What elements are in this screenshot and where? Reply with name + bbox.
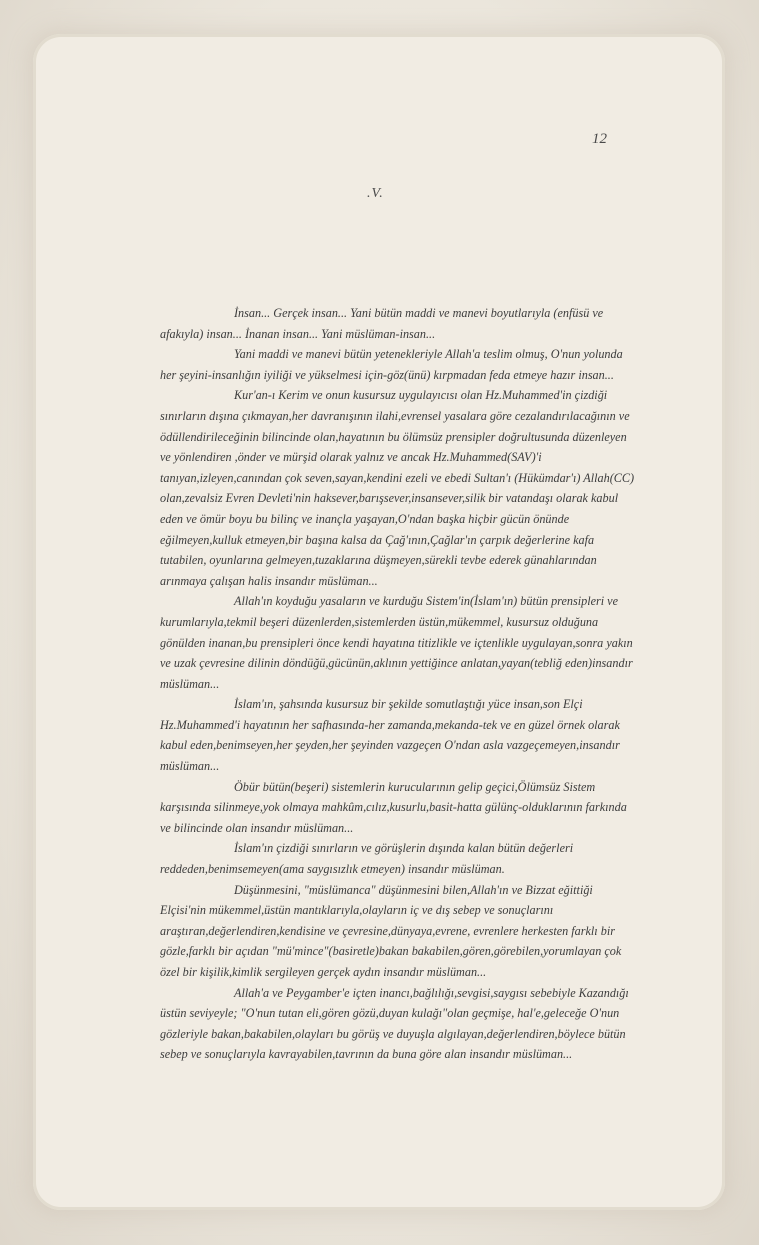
paragraph: Öbür bütün(beşeri) sistemlerin kurucularının gelip geçici,Ölümsüz Sistem karşısında silinmeye,yok olmaya mahkûm,cılız,kusurlu,basit-hatta gülünç-olduklarının farkında ve bilincinde olan insandır müslüman... [160,779,627,835]
paragraph: İnsan... Gerçek insan... Yani bütün maddi ve manevi boyutlarıyla (enfüsü ve afakıyla) insan... İnanan insan... Yani müslüman-insan... [160,306,604,341]
paragraph: Yani maddi ve manevi bütün yetenekleriyle Allah'a teslim olmuş, O'nun yolunda her şeyini-insanlığın iyiliği ve yükselmesi için-göz(ünü) kırpmadan feda etmeye hazır insan... [160,347,623,382]
paragraph: Allah'a ve Peygamber'e içten inancı,bağlılığı,sevgisi,saygısı sebebiyle Kazandığı üstün seviyeyle; "O'nun tutan eli,gören gözü,duyan kulağı"olan geçmişe, hal'e,geleceğe O'nun gözleriyle bakan,bakabilen,olayları bu görüş ve duyuşla algılayan,değerlendiren,böylece bütün sebep ve sonuçlarıyla kavrayabilen,tavrının da buna göre alan insandır müslüman... [160,985,629,1062]
paragraph: Kur'an-ı Kerim ve onun kusursuz uygulayıcısı olan Hz.Muhammed'in çizdiği sınırların dışına çıkmayan,her davranışının ilahi,evrensel yasalara göre cezalandırılacağının ve ödüllendirileceğinin bilincinde olan,hayatının bu ölümsüz prensipler doğrultusunda düzenleyen ve yönlendiren ,önder ve mürşid olarak yalnız ve ancak Hz.Muhammed(SAV)'i tanıyan,izleyen,canından çok seven,sayan,kendini ezeli ve ebedi Sultan'ı (Hükümdar'ı) Allah(CC) olan,zevalsiz Evren Devleti'nin haksever,barışsever,insansever,silik bir vatandaşı olarak kabul eden ve ömür boyu bu bilinç ve inançla yaşayan,O'ndan başka hiçbir gücün önünde eğilmeyen,kulluk etmeyen,bir başına kalsa da Çağ'ının,Çağlar'ın çarpık değerlerine kafa tutabilen, oyunlarına gelmeyen,tuzaklarına düşmeyen,sürekli tevbe ederek günahlarından arınmaya çalışan halis insandır müslüman... [160,388,635,588]
page-number: 12 [592,131,607,147]
paragraph: Düşünmesini, "müslümanca" düşünmesini bilen,Allah'ın ve Bizzat eğittiği Elçisi'nin mükemmel,üstün mantıklarıyla,olayların iç ve dış sebep ve sonuçlarını araştıran,değerlendiren,kendisine ve çevresine,dünyaya,evrene, evrenlere herkesten farklı bir gözle,farklı bir açıdan "mü'mince"(basiretle)bakan bakabilen,gören,görebilen,yorumlayan çok özel bir kişilik,kimlik sergileyen gerçek aydın insandır müslüman... [160,882,622,979]
paragraph: İslam'ın çizdiği sınırların ve görüşlerin dışında kalan bütün değerleri reddeden,benimsemeyen(ama saygısızlık etmeyen) insandır müslüman. [160,841,574,877]
chapter-mark: .V. [367,186,384,201]
paragraph: Allah'ın koyduğu yasaların ve kurduğu Sistem'in(İslam'ın) bütün prensipleri ve kurumlarıyla,tekmil beşeri düzenlerden,sistemlerden üstün,mükemmel, kusursuz olduğuna gönülden inanan,bu prensipleri önce kendi hayatına titizlikle ve içtenlikle uygulayan,sonra yakın ve uzak çevresine dilinin döndüğü,gücünün,aklının yettiğince anlatan,yayan(tebliğ eden)insandır müslüman... [160,594,633,691]
body-text [160,303,635,1065]
paragraph: İslam'ın, şahsında kusursuz bir şekilde somutlaştığı yüce insan,son Elçi Hz.Muhammed'i hayatının her safhasında-her zamanda,mekanda-tek ve en güzel örnek olarak kabul eden,benimseyen,her şeyden,her şeyinden vazgeçen O'ndan asla vazgeçemeyen,insandır müslüman... [160,697,620,774]
